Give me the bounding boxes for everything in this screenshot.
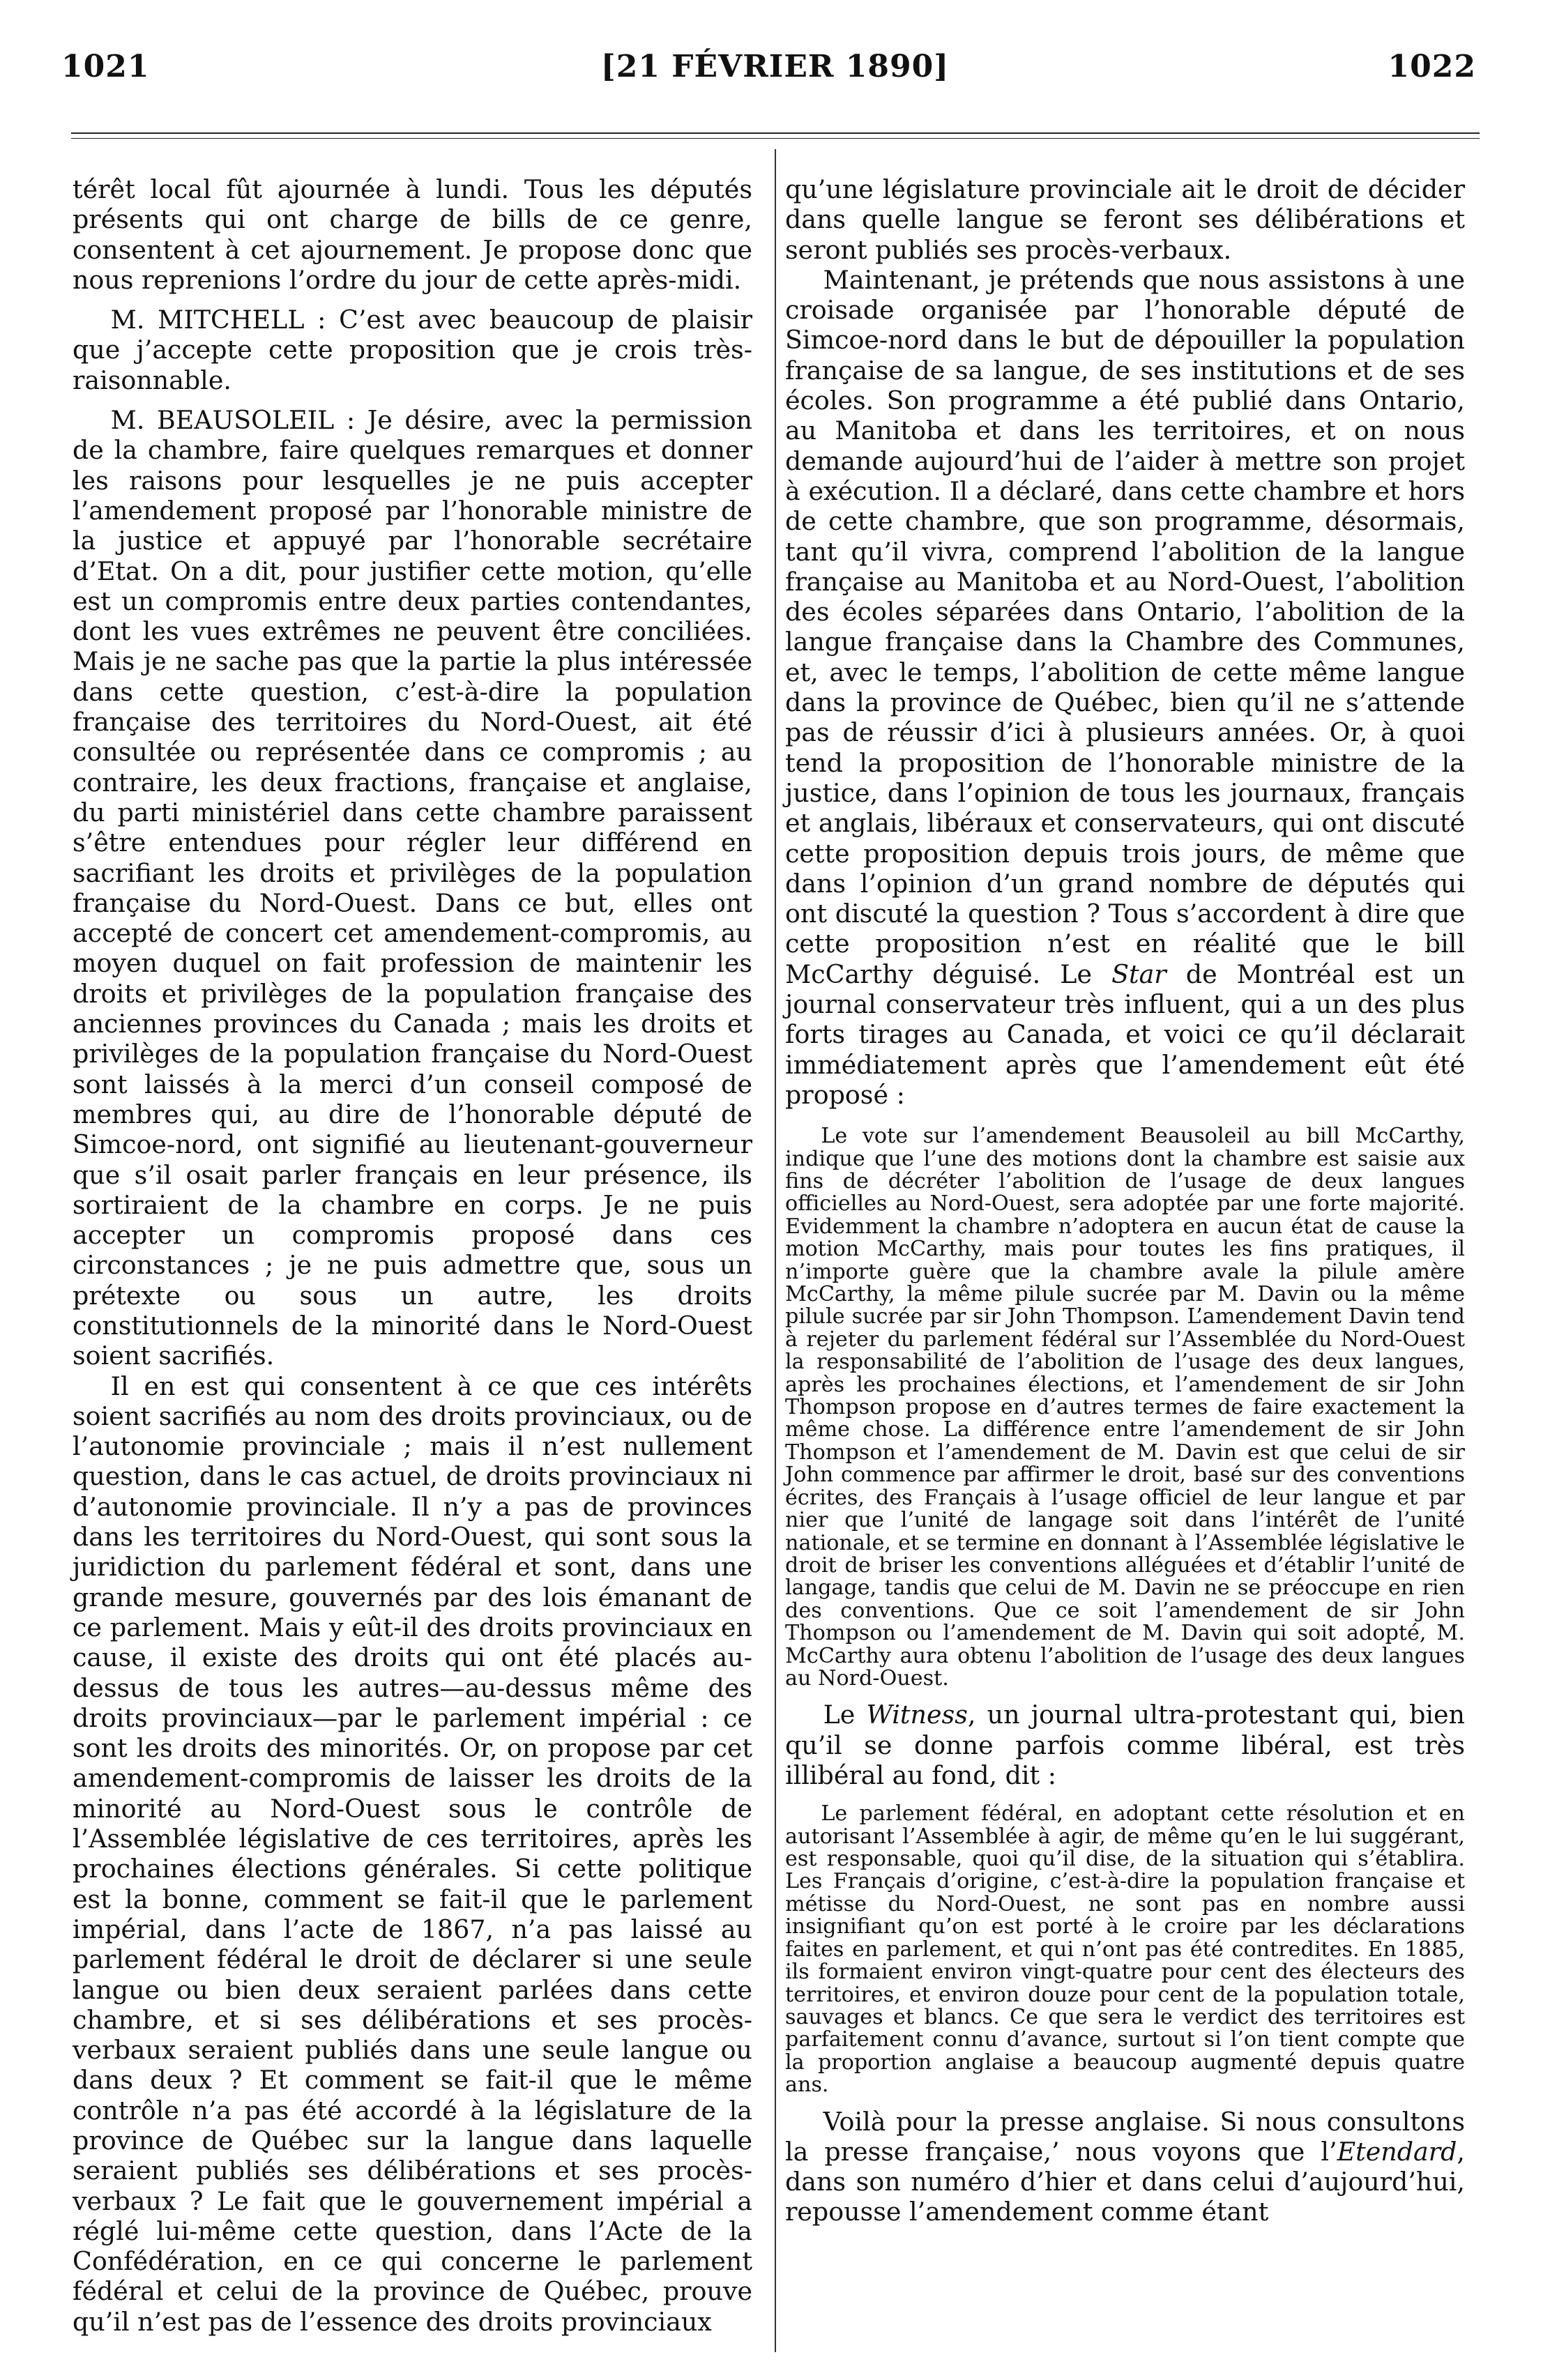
paragraph-text: Voilà pour la presse anglaise. Si nous consultons la presse française,’ nous voyons que l’ bbox=[785, 2106, 1465, 2167]
paragraph: Il en est qui consentent à ce que ces intérêts soient sacrifiés au nom des droits provinciaux, ou de l’autonomie provinciale ; mais il n’est nullement question, dans le cas actuel, de droits provinciaux ni d’autonomie provinciale. Il n’y a pas de provinces dans les territoires du Nord-Ouest, qui sont sous la juridiction du parlement fédéral et sont, dans une grande mesure, gouvernés par des lois émanant de ce parlement. Mais y eût-il des droits provinciaux en cause, il existe des droits qui ont été placés au-dessus de tous les autres—au-dessus même des droits provinciaux—par le parlement impérial : ce sont les droits des minorités. Or, on propose par cet amendement-compromis de laisser les droits de la minorité au Nord-Ouest sous le contrôle de l’Assemblée législative de ces territoires, après les prochaines élections générales. Si cette politique est la bonne, comment se fait-il que le parlement impérial, dans l’acte de 1867, n’a pas laissé au parlement fédéral le droit de déclarer si une seule langue ou bien deux seraient parlées dans cette chambre, et si ses délibérations et ses procès-verbaux seraient publiés dans une seule langue ou dans deux ? Et comment se fait-il que le même contrôle n’a pas été accordé à la législature de la province de Québec sur la langue dans laquelle seraient publiés ses délibérations et ses procès-verbaux ? Le fait que le gouvernement impérial a réglé lui-même cette question, dans l’Acte de la Confédération, en ce qui concerne le parlement fédéral et celui de la province de Québec, prouve qu’il n’est pas de l’essence des droits provinciaux bbox=[73, 1371, 752, 2337]
paragraph-beausoleil: M. BEAUSOLEIL : Je désire, avec la permission de la chambre, faire quelques remarques et donner les raisons pour lesquelles je ne puis accepter l’amendement proposé par l’honorable ministre de la justice et appuyé par l’honorable secrétaire d’Etat. On a dit, pour justifier cette motion, qu’elle est un compromis entre deux parties contendantes, dont les vues extrêmes ne peuvent être conciliées. Mais je ne sache pas que la partie la plus intéressée dans cette question, c’est-à-dire la population française des territoires du Nord-Ouest, ait été consultée ou représentée dans ce compromis ; au contraire, les deux fractions, française et anglaise, du parti ministériel dans cette chambre paraissent s’être entendues pour régler leur différend en sacrifiant les droits et privilèges de la population française du Nord-Ouest. Dans ce but, elles ont accepté de concert cet amendement-compromis, au moyen duquel on fait profession de maintenir les droits et privilèges de la population française des anciennes provinces du Canada ; mais les droits et privilèges de la population française du Nord-Ouest sont laissés à la merci d’un conseil composé de membres qui, au dire de l’honorable député de Simcoe-nord, ont signifié au lieutenant-gouverneur que s’il osait parler français en leur présence, ils sortiraient de la chambre en corps. Je ne puis accepter un compromis proposé dans ces circonstances ; je ne puis admettre que, sous un prétexte ou sous un autre, les droits constitutionnels de la minorité dans le Nord-Ouest soient sacrifiés. bbox=[73, 405, 752, 1371]
newspaper-name-star: Star bbox=[1111, 959, 1167, 989]
paragraph-text: , un journal ultra-protestant qui, bien qu’il se donne parfois comme libéral, est très illibéral au fond, dit : bbox=[785, 1700, 1465, 1790]
page-number-right: 1022 bbox=[1388, 49, 1476, 84]
left-column bbox=[73, 174, 752, 2337]
quotation-text: Le vote sur l’amendement Beausoleil au bill McCarthy, indique que l’une des motions dont la chambre est saisie aux fins de décréter l’abolition de l’usage de deux langues officielles au Nord-Ouest, sera adoptée par une forte majorité. Evidemment la chambre n’adoptera en aucun état de cause la motion McCarthy, mais pour toutes les fins pratiques, il n’importe guère que la chambre avale la pilule amère McCarthy, la même pilule sucrée par M. Davin ou la même pilule sucrée par sir John Thompson. L’amendement Davin tend à rejeter du parlement fédéral sur l’Assemblée du Nord-Ouest la responsabilité de l’abolition de l’usage des deux langues, après les prochaines élections, et l’amendement de sir John Thompson propose en d’autres termes de faire exactement la même chose. La différence entre l’amendement de sir John Thompson et l’amendement de M. Davin est que celui de sir John commence par affirmer le droit, basé sur des conventions écrites, des Français à l’usage officiel de leur langue et par nier que l’unité de langage soit dans l’intérêt de l’unité nationale, et se termine en donnant à l’Assemblée législative le droit de briser les conventions alléguées et d’établir l’unité de langage, tandis que celui de M. Davin ne se préoccupe en rien des conventions. Que ce soit l’amendement de sir John Thompson ou l’amendement de M. Davin qui soit adopté, M. McCarthy aura obtenu l’abolition de l’usage des deux langues au Nord-Ouest. bbox=[785, 1124, 1465, 1691]
quotation-text: Le parlement fédéral, en adoptant cette résolution et en autorisant l’Assemblée à agir, de même qu’en le lui suggérant, est responsable, quoi qu’il dise, de la situation qui s’établira. Les Français d’origine, c’est-à-dire la population française et métisse du Nord-Ouest, ne sont pas en nombre aussi insignifiant qu’on est porté à le croire par les déclarations faites en parlement, et qui n’ont pas été contredites. En 1885, ils formaient environ vingt-quatre pour cent des électeurs des territoires, et environ douze pour cent de la population totale, sauvages et blancs. Ce que sera le verdict des territoires est parfaitement connu d’avance, surtout si l’on tient compte que la proportion anglaise a beaucoup augmenté depuis quatre ans. bbox=[785, 1801, 1465, 2098]
paragraph bbox=[785, 2107, 1465, 2227]
paragraph: térêt local fût ajournée à lundi. Tous les députés présents qui ont charge de bills de ce genre, consentent à cet ajournement. Je propose donc que nous reprenions l’ordre du jour de cette après-midi. bbox=[73, 174, 752, 295]
header-rule-thick bbox=[71, 132, 1480, 134]
page-date-header: [21 FÉVRIER 1890] bbox=[600, 49, 950, 84]
page-number-left: 1021 bbox=[61, 49, 150, 84]
paragraph-mitchell: M. MITCHELL : C’est avec beaucoup de plaisir que j’accepte cette proposition que je crois très-raisonnable. bbox=[73, 305, 752, 395]
paragraph-text: Le bbox=[823, 1700, 867, 1730]
column-divider bbox=[775, 149, 776, 2352]
paragraph-text: , dans son numéro d’hier et dans celui d’aujourd’hui, repousse l’amendement comme étant bbox=[785, 2136, 1465, 2227]
paragraph-text: de Montréal est un journal conservateur très influent, qui a un des plus forts tirages au Canada, et voici ce qu’il déclarait immédiatement après que l’amendement eût été proposé : bbox=[785, 959, 1465, 1110]
paragraph bbox=[785, 265, 1465, 1110]
quotation-witness bbox=[785, 1803, 1465, 2096]
newspaper-name-etendard: Etendard bbox=[1337, 2136, 1457, 2167]
newspaper-name-witness: Witness bbox=[866, 1700, 968, 1730]
right-column bbox=[785, 174, 1465, 2227]
paragraph: qu’une législature provinciale ait le droit de décider dans quelle langue se feront ses délibérations et seront publiés ses procès-verbaux. bbox=[785, 174, 1465, 265]
paragraph bbox=[785, 1700, 1465, 1790]
header-rule-thin bbox=[71, 138, 1480, 139]
paragraph-text: Maintenant, je prétends que nous assistons à une croisade organisée par l’honorable député de Simcoe-nord dans le but de dépouiller la population française de sa langue, de ses institutions et de ses écoles. Son programme a été publié dans Ontario, au Manitoba et dans les territoires, et on nous demande aujourd’hui de l’aider à mettre son projet à exécution. Il a déclaré, dans cette chambre et hors de cette chambre, que son programme, désormais, tant qu’il vivra, comprend l’abolition de la langue française au Manitoba et au Nord-Ouest, l’abolition des écoles séparées dans Ontario, l’abolition de la langue française dans la Chambre des Communes, et, avec le temps, l’abolition de cette même langue dans la province de Québec, bien qu’il ne s’attende pas de réussir d’ici à plusieurs années. Or, à quoi tend la proposition de l’honorable ministre de la justice, dans l’opinion de tous les journaux, français et anglais, libéraux et conservateurs, qui ont discuté cette proposition depuis trois jours, de même que dans l’opinion d’un grand nombre de députés qui ont discuté la question ? Tous s’accordent à dire que cette proposition n’est en réalité que le bill McCarthy déguisé. Le bbox=[785, 264, 1465, 989]
quotation-star bbox=[785, 1125, 1465, 1690]
